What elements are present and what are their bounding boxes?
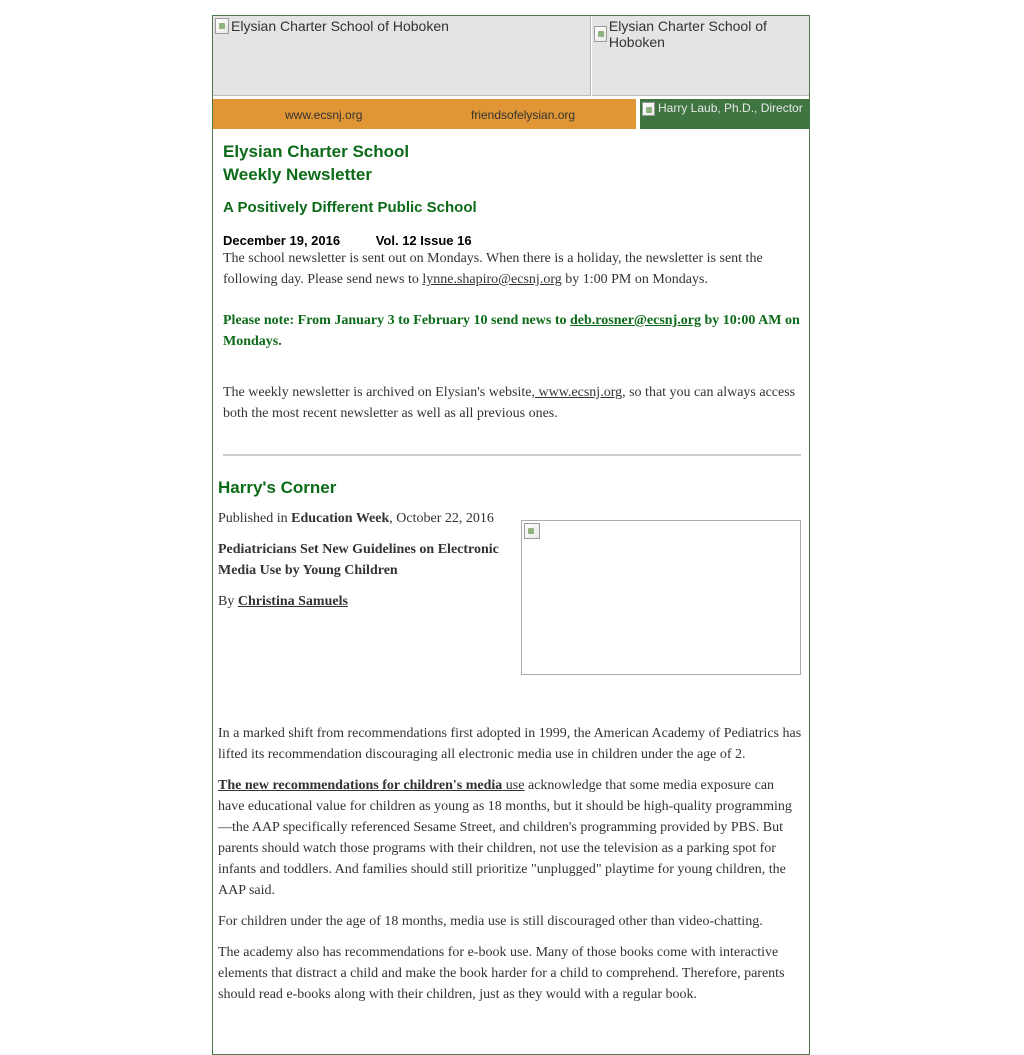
ecsnj-link[interactable]: www.ecsnj.org [285, 108, 363, 122]
harrys-corner-heading: Harry's Corner [218, 478, 337, 497]
broken-image-icon [215, 18, 229, 34]
article-paragraph-3: For children under the age of 18 months, media use is still discouraged other than video-chatting. [218, 914, 763, 929]
intro-text: The school newsletter is sent out on Mondays. When there is a holiday, the newsletter is sent the following day. Please send news to [223, 251, 763, 287]
article-paragraph-1: In a marked shift from recommendations first adopted in 1999, the American Academy of Pediatrics has lifted its recommendation discouraging all electronic media use in children under the age of 2. [218, 726, 802, 762]
article-paragraph-2 [218, 775, 803, 901]
published-prefix: Published in [218, 511, 292, 526]
section-divider [223, 454, 801, 456]
note-text-end: by 10:00 AM on Mondays. [223, 313, 800, 349]
links-bar [213, 99, 636, 129]
published-date: , October 22, 2016 [389, 511, 494, 526]
note-text: Please note: From January 3 to February 10 send news to [223, 313, 570, 328]
paragraph-2-text: acknowledge that some media exposure can have educational value for children as young as 18 months, but it should be high-quality programming—the AAP specifically referenced Sesame Street, and children's programming provided by PBS. But parents should watch those programs with their children, not use the television as a parking spot for infants and toddlers. And families should still prioritize "unplugged" playtime for young children, the AAP said. [218, 778, 792, 898]
link-plain-text: use [502, 778, 525, 793]
issue-volume: Vol. 12 Issue 16 [375, 233, 472, 248]
broken-image-icon [524, 523, 540, 539]
headline-text: Pediatricians Set New Guidelines on Electronic Media Use by Young Children [218, 542, 499, 578]
archive-paragraph [223, 382, 801, 424]
deb-email-link[interactable]: deb.rosner@ecsnj.org [570, 313, 701, 328]
director-image-alt: Harry Laub, Ph.D., Director [658, 101, 803, 115]
article-image [521, 520, 801, 675]
article-meta [218, 508, 508, 612]
intro-text-end: by 1:00 PM on Mondays. [561, 272, 708, 287]
archive-text-end: , so that you can always access both the most recent newsletter as well as all previous ones. [223, 385, 796, 421]
new-recommendations-link[interactable] [218, 778, 524, 793]
by-prefix: By [218, 594, 238, 609]
article-byline [218, 591, 508, 612]
header-image-alt-left: Elysian Charter School of Hoboken [231, 18, 449, 34]
author-link[interactable]: Christina Samuels [237, 594, 348, 609]
broken-image-icon [642, 102, 655, 116]
title-line-1: Elysian Charter School [223, 142, 410, 161]
title-line-2: Weekly Newsletter [223, 165, 372, 184]
issue-date: December 19, 2016 [223, 233, 341, 248]
friends-of-elysian-link[interactable]: friendsofelysian.org [471, 108, 576, 122]
newsletter-container [212, 15, 810, 1055]
lynne-email-link[interactable]: lynne.shapiro@ecsnj.org [422, 272, 562, 287]
article-paragraph-4: The academy also has recommendations for e-book use. Many of those books come with interactive elements that distract a child and make the book harder for a child to comprehend. Therefore, parents should read e-books along with their children, just as they would with a regular book. [218, 945, 785, 1002]
newsletter-title [223, 140, 801, 186]
archive-text: The weekly newsletter is archived on Elysian's website, [223, 385, 535, 400]
harrys-corner-section [218, 478, 803, 1002]
link-bold-text: The new recommendations for children's media [218, 778, 503, 793]
archive-website-link[interactable]: www.ecsnj.org [535, 385, 623, 400]
school-header-image-left [213, 16, 591, 96]
note-paragraph [223, 310, 801, 352]
school-header-image-right [592, 16, 809, 96]
published-line [218, 508, 508, 529]
newsletter-tagline: A Positively Different Public School [223, 199, 477, 216]
publication-name: Education Week [291, 511, 390, 526]
director-image [640, 99, 810, 129]
newsletter-intro [223, 140, 801, 456]
issue-dateline [223, 233, 801, 248]
intro-paragraph [223, 248, 801, 290]
article-headline [218, 539, 508, 581]
article-body [218, 723, 803, 1015]
header-image-alt-right: Elysian Charter School of Hoboken [608, 18, 767, 50]
broken-image-icon [594, 26, 607, 42]
